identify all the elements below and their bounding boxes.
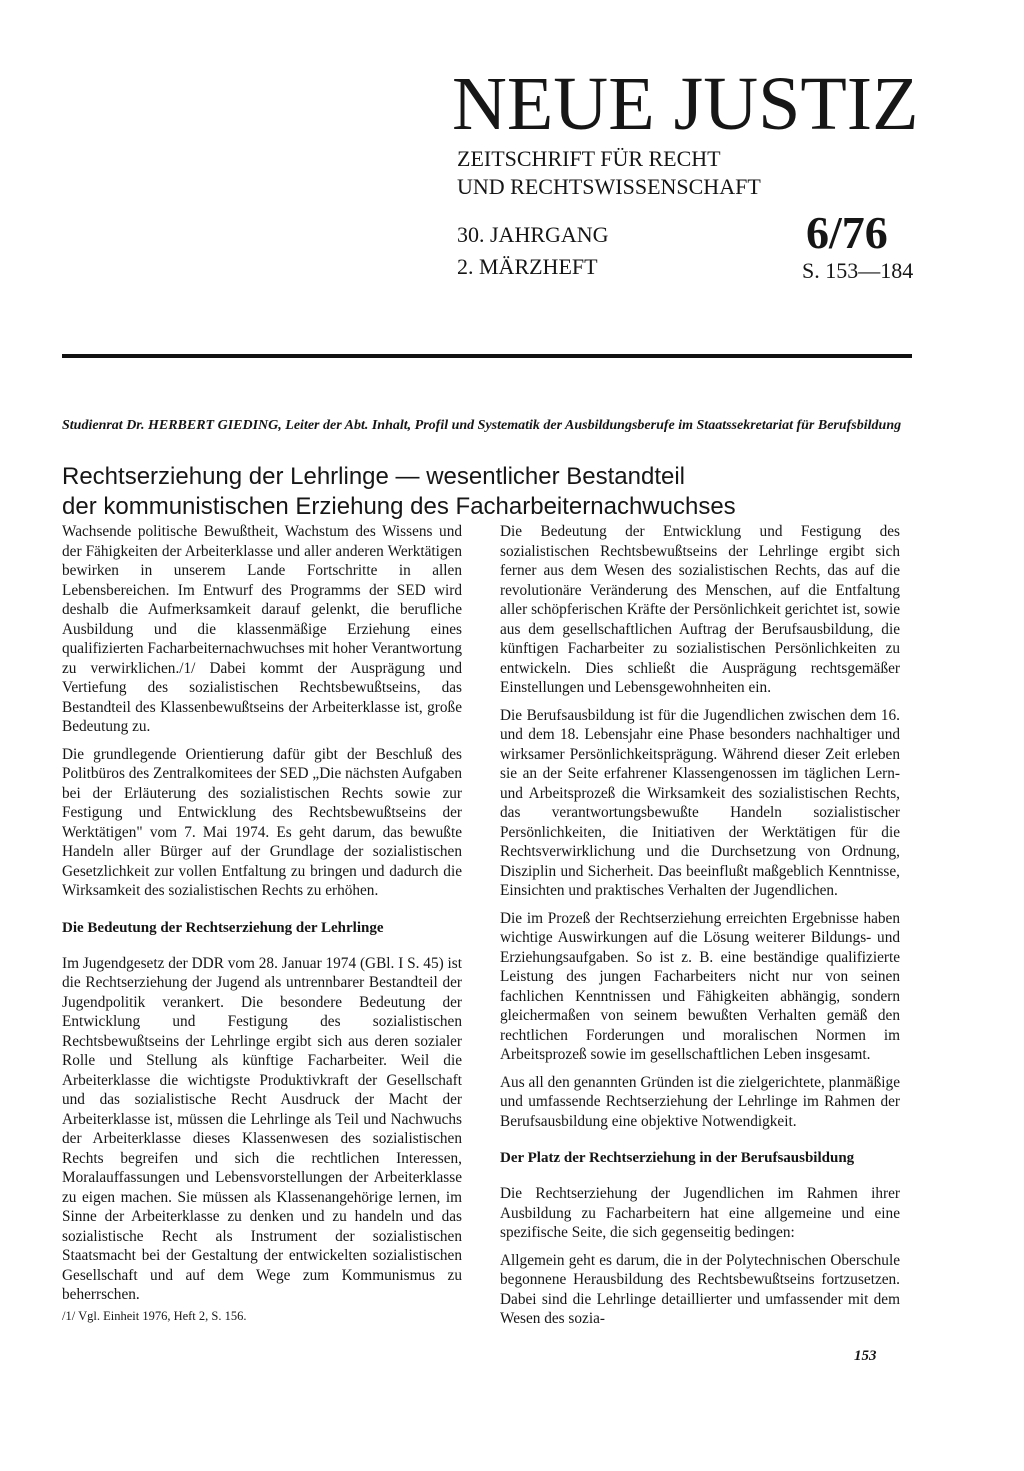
article-headline: [62, 462, 912, 522]
paragraph: Im Jugendgesetz der DDR vom 28. Januar 1974 (GBl. I S. 45) ist die Rechtserziehung der Jugend als untrennbarer Bestandteil der Jugendpolitik verankert. Die besondere Bedeutung der Entwicklung und Festigung des sozialistischen Rechtsbewußtseins der Lehrlinge ergibt sich aus deren sozialer Rolle und Stellung als künftige Facharbeiter. Weil die Arbeiterklasse die wichtigste Produktivkraft der Gesellschaft und das sozialistische Recht Ausdruck der Macht der Arbeiterklasse ist, müssen die Lehrlinge als Teil und Nachwuchs der Arbeiterklasse dieses Klassenwesen des sozialistischen Rechts begreifen und sich die rechtlichen Interessen, Moralauffassungen und Lebensvorstellungen der Arbeiterklasse zu eigen machen. Sie müssen als Klassenangehörige lernen, im Sinne der Arbeiterklasse zu denken und zu handeln und das sozialistische Recht als Instrument der sozialistischen Staatsmacht bei der Gestaltung der entwickelten sozialistischen Gesellschaft und auf dem Wege zum Kommunismus zu beherrschen.: [62, 954, 462, 1303]
headline-line2: der kommunistischen Erziehung des Facharbeiternachwuchses: [62, 493, 736, 520]
section-heading: Der Platz der Rechtserziehung in der Berufsausbildung: [500, 1150, 855, 1166]
paragraph: Die Bedeutung der Entwicklung und Festigung des sozialistischen Rechtsbewußtseins der Lehrlinge ergibt sich ferner aus dem Wesen des sozialistischen Rechts, das auf die revolutionäre Veränderung des Menschen, auf die Entfaltung aller schöpferischen Kräfte der Persönlichkeit gerichtet ist, sowie aus dem gesellschaftlichen Auftrag der Berufsausbildung, die künftigen Facharbeiter zu sozialistischen Persönlichkeiten zu entwickeln. Dies schließt die Ausprägung rechtsgemäßer Einstellungen und Lebensgewohnheiten ein.: [500, 523, 900, 696]
paragraph: Aus all den genannten Gründen ist die zielgerichtete, planmäßige und umfassende Rechtserziehung der Lehrlinge im Rahmen der Berufsausbildung eine objektive Notwendigkeit.: [500, 1073, 900, 1130]
headline-line1: Rechtserziehung der Lehrlinge — wesentlicher Bestandteil: [62, 463, 686, 490]
journal-title: NEUE JUSTIZ: [452, 62, 919, 146]
section-heading: Die Bedeutung der Rechtserziehung der Lehrlinge: [62, 919, 384, 936]
right-column: [500, 522, 900, 1337]
paragraph: Allgemein geht es darum, die in der Polytechnischen Oberschule begonnene Herausbildung des Rechtsbewußtseins fortzusetzen. Dabei sind die Lehrlinge detaillierter und umfassender mit dem Wesen des sozia-: [500, 1251, 900, 1327]
issue-part-label: 2. MÄRZHEFT: [457, 254, 598, 279]
volume-label: 30. JAHRGANG: [457, 222, 609, 247]
paragraph: Die Rechtserziehung der Jugendlichen im Rahmen ihrer Ausbildung zu Facharbeitern hat eine allgemeine und eine spezifische Seite, die sich gegenseitig bedingen:: [500, 1185, 900, 1241]
issue-number: 6/76: [806, 207, 888, 258]
author-line: Studienrat Dr. HERBERT GIEDING, Leiter der Abt. Inhalt, Profil und Systematik der Ausbildungsberufe im Staatssekretariat für Berufsbildung: [62, 418, 902, 433]
paragraph: Die im Prozeß der Rechtserziehung erreichten Ergebnisse haben wichtige Auswirkungen auf die Lösung weiterer Bildungs- und Erziehungsaufgaben. So ist z. B. eine beständige qualifizierte Leistung des jungen Facharbeiters nicht nur von seinen fachlichen Kenntnissen und Fähigkeiten abhängig, sondern gleichermaßen von seinem bewußten Verhalten gemäß den rechtlichen Forderungen und moralischen Normen im Arbeitsprozeß sowie im gesellschaftlichen Leben insgesamt.: [500, 909, 900, 1063]
paragraph: Die Berufsausbildung ist für die Jugendlichen zwischen dem 16. und dem 18. Lebensjahr eine Phase besonders nachhaltiger und wirksamer Persönlichkeitsprägung. Während dieser Zeit erleben sie an der Seite erfahrener Klassengenossen im täglichen Lern- und Arbeitsprozeß die Wirksamkeit des sozialistischen Rechts, das verantwortungsbewußte Handeln sozialistischer Persönlichkeiten, die Initiativen der Werktätigen für die Rechtsverwirklichung und die Durchsetzung von Ordnung, Disziplin und Sicherheit. Das beeinflußt maßgeblich Kenntnisse, Einsichten und praktisches Verhalten der Jugendlichen.: [500, 706, 900, 899]
paragraph: Wachsende politische Bewußtheit, Wachstum des Wissens und der Fähigkeiten der Arbeiterklasse und aller anderen Werktätigen bewirken in unserem Lande Fortschritte in allen Lebensbereichen. Im Entwurf des Programms der SED wird deshalb die Aufmerksamkeit darauf gelenkt, die berufliche Ausbildung und die klassenmäßige Erziehung eines qualifizierten Facharbeiternachwuchses mit hoher Verantwortung zu verwirklichen./1/ Dabei kommt der Ausprägung und Vertiefung des sozialistischen Rechtsbewußtseins, das Bestandteil des Klassenbewußtseins der Arbeiterklasse ist, große Bedeutung zu.: [62, 523, 462, 735]
journal-subtitle-line2: UND RECHTSWISSENSCHAFT: [457, 174, 761, 199]
page-number: 153: [854, 1348, 877, 1364]
journal-subtitle-line1: ZEITSCHRIFT FÜR RECHT: [457, 146, 721, 171]
page-range: S. 153—184: [802, 258, 914, 283]
header-divider: [62, 354, 912, 358]
paragraph: Die grundlegende Orientierung dafür gibt der Beschluß des Politbüros des Zentralkomitees der SED „Die nächsten Aufgaben bei der Erläuterung des sozialistischen Rechts sowie zur Festigung und Entwicklung des Rechtsbewußtseins der Werktätigen" vom 7. Mai 1974. Es geht darum, das bewußte Handeln aller Bürger auf der Grundlage der sozialistischen Gesetzlichkeit zur vollen Entfaltung zu bringen und dadurch die Wirksamkeit des sozialistischen Rechts zu erhöhen.: [62, 745, 462, 899]
left-column: [62, 522, 462, 1313]
footnote: /1/ Vgl. Einheit 1976, Heft 2, S. 156.: [62, 1309, 247, 1323]
